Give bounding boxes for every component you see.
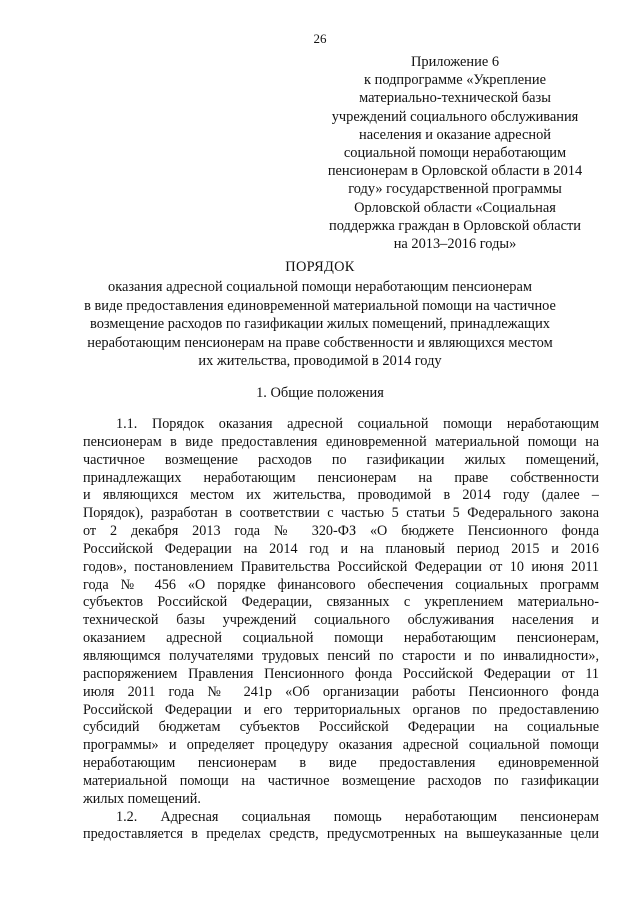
- appendix-line: Приложение 6: [410, 54, 500, 70]
- paragraph-1-1-line: и являющихся местом их жительства, проводимой в 2014 году (далее –: [83, 487, 599, 504]
- paragraph-1-2-line: предоставляется в пределах средств, предусмотренных на вышеуказанные цели: [83, 826, 599, 843]
- section-heading: 1. Общие положения: [256, 385, 384, 401]
- appendix-line: к подпрограмме «Укрепление: [364, 72, 546, 89]
- paragraph-1-1-line: от 2 декабря 2013 года № 320-ФЗ «О бюджете Пенсионного фонда: [83, 523, 599, 540]
- appendix-line: пенсионерам в Орловской области в 2014: [327, 163, 583, 180]
- paragraph-1-1-line: неработающим пенсионерам в виде предоставления единовременной: [83, 755, 599, 772]
- paragraph-1-1-line: жилых помещений.: [83, 790, 201, 807]
- appendix-line: учреждений социального обслуживания: [331, 108, 579, 125]
- paragraph-1-1-line: материальной помощи на частичное возмещение расходов по газификации: [83, 772, 599, 789]
- appendix-line: социальной помощи неработающим: [343, 145, 567, 162]
- appendix-line: году» государственной программы: [348, 181, 562, 198]
- paragraph-1-1-line: субъектов Российской Федерации, связанных с укреплением материально-: [83, 594, 599, 611]
- paragraph-1-1-line: Российской Федерации на 2014 год и на плановый период 2015 и 2016: [83, 540, 599, 557]
- document-subtitle: [20, 278, 620, 371]
- subtitle-line: возмещение расходов по газификации жилых помещений, принадлежащих: [90, 316, 550, 333]
- subtitle-line: их жительства, проводимой в 2014 году: [198, 353, 442, 370]
- appendix-line: поддержка граждан в Орловской области: [329, 217, 581, 234]
- appendix-line: Орловской области «Социальная: [354, 199, 556, 216]
- body-text: [83, 416, 599, 844]
- paragraph-1-1-line: технической базы учреждений социального обслуживания населения и: [83, 612, 599, 629]
- appendix-line: населения и оказание адресной: [359, 126, 551, 143]
- paragraph-1-1-line: Порядок), разработан в соответствии с частью 5 статьи 5 Федерального закона: [83, 505, 599, 522]
- paragraph-1-1-line: пенсионерам в виде предоставления единовременной материальной помощи на: [83, 433, 599, 450]
- subtitle-line: в виде предоставления единовременной материальной помощи на частичное: [84, 297, 556, 314]
- paragraph-1-2-line: 1.2. Адресная социальная помощь неработающим пенсионерам: [116, 808, 599, 825]
- paragraph-1-1-line: годов», постановлением Правительства Российской Федерации от 10 июня 2011: [83, 558, 599, 575]
- paragraph-1-1-line: оказанием адресной социальной помощи неработающим пенсионерам,: [83, 630, 599, 647]
- subtitle-line: оказания адресной социальной помощи неработающим пенсионерам: [108, 279, 532, 295]
- document-title: ПОРЯДОК: [285, 259, 355, 275]
- paragraph-1-1-line: являющимся получателями трудовых пенсий по старости и по инвалидности»,: [83, 647, 599, 664]
- paragraph-1-1-line: года № 456 «О порядке финансового обеспечения социальных программ: [83, 576, 599, 593]
- page-number: 26: [313, 31, 327, 46]
- paragraph-1-1-line: Российской Федерации и его территориальных органов по предоставлению: [83, 701, 599, 718]
- paragraph-1-1-line: субсидий бюджетам субъектов Российской Федерации на социальные: [83, 719, 599, 736]
- paragraph-1-1-line: принадлежащих неработающим пенсионерам на праве собственности: [83, 469, 599, 486]
- paragraph-1-1-line: программы» и определяет процедуру оказания адресной социальной помощи: [83, 737, 599, 754]
- paragraph-1-1-line: частичное возмещение расходов по газификации жилых помещений,: [83, 451, 599, 468]
- paragraph-1-1-line: 1.1. Порядок оказания адресной социальной помощи неработающим: [116, 416, 599, 432]
- paragraph-1-1-line: распоряжением Правления Пенсионного фонда Российской Федерации от 11: [83, 665, 599, 682]
- appendix-line: на 2013–2016 годы»: [393, 236, 517, 253]
- appendix-header: [300, 53, 610, 253]
- paragraph-1-1-line: июля 2011 года № 241р «Об организации работы Пенсионного фонда: [83, 683, 599, 700]
- subtitle-line: неработающим пенсионерам на праве собственности и являющихся местом: [87, 334, 553, 351]
- appendix-line: материально-технической базы: [359, 90, 551, 107]
